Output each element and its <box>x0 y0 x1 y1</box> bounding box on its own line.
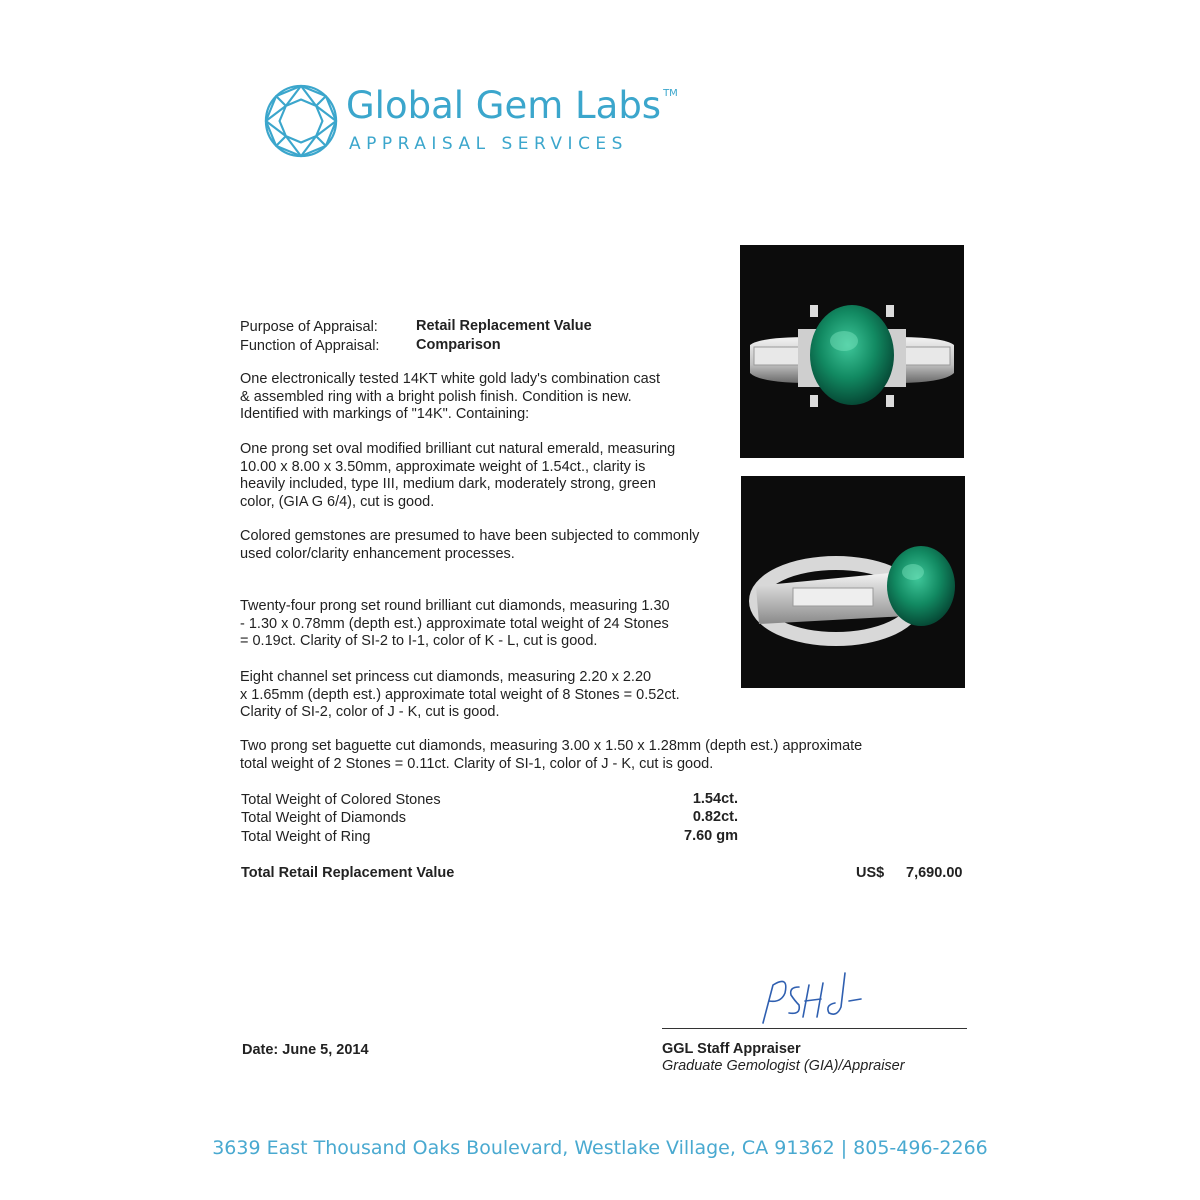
total-colored-stones-label: Total Weight of Colored Stones <box>241 792 441 808</box>
total-diamonds-label: Total Weight of Diamonds <box>241 810 406 826</box>
function-label: Function of Appraisal: <box>240 338 380 354</box>
total-diamonds-value: 0.82ct. <box>692 809 738 825</box>
brand-name <box>346 84 678 127</box>
appraiser-title: GGL Staff Appraiser <box>662 1041 801 1057</box>
appraiser-credential: Graduate Gemologist (GIA)/Appraiser <box>662 1058 905 1074</box>
total-value-amount: 7,690.00 <box>906 865 963 881</box>
total-value-currency: US$ <box>856 865 885 881</box>
appraiser-signature <box>745 965 865 1027</box>
description-round-diamonds: Twenty-four prong set round brilliant cut diamonds, measuring 1.30 - 1.30 x 0.78mm (depth est.) approximate total weight of 24 Stones = 0.19ct. Clarity of SI-2 to I-1, color of K - L, cut is good. <box>240 598 670 649</box>
description-ring: One electronically tested 14KT white gold lady's combination cast & assembled ring with a bright polish finish. Condition is new. Identified with markings of "14K". Containing: <box>240 371 661 422</box>
total-ring-weight-label: Total Weight of Ring <box>241 829 371 845</box>
description-princess-diamonds: Eight channel set princess cut diamonds, measuring 2.20 x 2.20 x 1.65mm (depth est.) approximate total weight of 8 Stones = 0.52ct. Clarity of SI-2, color of J - K, cut is good. <box>240 669 680 720</box>
function-value: Comparison <box>416 337 501 353</box>
footer-address: 3639 East Thousand Oaks Boulevard, Westlake Village, CA 91362 | 805-496-2266 <box>212 1137 988 1159</box>
signature-line <box>662 1028 967 1029</box>
emerald-ring-side-photo <box>741 476 965 688</box>
gem-logo-icon <box>262 82 340 160</box>
brand-subtitle: APPRAISAL SERVICES <box>349 134 628 154</box>
total-colored-stones-value: 1.54ct. <box>692 791 738 807</box>
total-ring-weight-value: 7.60 gm <box>684 828 738 844</box>
purpose-value: Retail Replacement Value <box>416 318 592 334</box>
emerald-ring-front-photo <box>740 245 964 458</box>
trademark-mark: TM <box>663 88 678 99</box>
purpose-label: Purpose of Appraisal: <box>240 319 378 335</box>
appraisal-date: Date: June 5, 2014 <box>242 1042 369 1058</box>
description-baguette-diamonds: Two prong set baguette cut diamonds, measuring 3.00 x 1.50 x 1.28mm (depth est.) approximate total weight of 2 Stones = 0.11ct. Clarity of SI-1, color of J - K, cut is good. <box>240 738 863 772</box>
total-value-label: Total Retail Replacement Value <box>241 865 455 881</box>
brand-name-text: Global Gem Labs <box>346 84 662 127</box>
enhancement-disclaimer: Colored gemstones are presumed to have been subjected to commonly used color/clarity enhancement processes. <box>240 528 700 562</box>
description-emerald: One prong set oval modified brilliant cut natural emerald, measuring 10.00 x 8.00 x 3.50mm, approximate weight of 1.54ct., clarity is heavily included, type III, medium dark, moderately strong, green color, (GIA G 6/4), cut is good. <box>240 441 676 510</box>
